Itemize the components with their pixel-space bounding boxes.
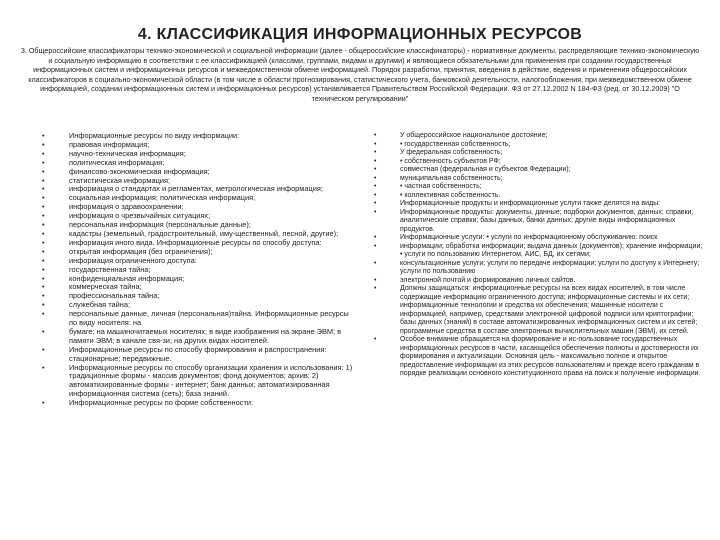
list-item-text: информация о здравоохранении; bbox=[69, 202, 184, 212]
bullet-icon: • bbox=[374, 174, 377, 182]
list-item-text: правовая информация; bbox=[69, 139, 150, 149]
list-item bbox=[374, 141, 704, 150]
bullet-icon: • bbox=[374, 183, 377, 190]
list-item-text: государственная тайна; bbox=[69, 264, 151, 274]
list-item-text: информации; обработка информации; выдача данных (документов); хранение информации; • услуги по пользованию Интернетом, АИС, БД, их сетями; bbox=[400, 242, 703, 258]
list-item bbox=[374, 243, 704, 260]
list-item bbox=[374, 285, 704, 336]
bullet-icon: • bbox=[42, 202, 45, 212]
intro-paragraph: 3. Общероссийские классификаторы технико-экономической и социальной информации (далее - общероссийские классификаторы) - нормативные документы, распределяющие технико-экономическую и социальную информацию в соответствии с ее классификацией (классами, группами, видами и другими) и являющиеся обязательными для применения при создании государственных информационных систем и информационных ресурсов и межведомственном обмене информацией. Порядок разработки, принятия, введения в действие, ведения и применения общероссийских классификаторов в социально-экономической области (в том числе в области прогнозирования, статистического учета, банковской деятельности, налогообложения, при межведомственном обмене информацией, создании информационных систем и информационных ресурсов) устанавливается Правительством Российской Федерации. ФЗ от 27.12.2002 N 184-ФЗ (ред. от 30.12.2009) "О техническом регулировании" bbox=[20, 46, 700, 103]
list-item-text: научно-техническая информация; bbox=[69, 148, 186, 158]
list-item bbox=[42, 364, 354, 400]
bullet-icon: • bbox=[42, 326, 45, 336]
bullet-icon: • bbox=[374, 285, 377, 292]
page-title: 4. КЛАССИФИКАЦИЯ ИНФОРМАЦИОННЫХ РЕСУРСОВ bbox=[137, 26, 583, 43]
bullet-icon: • bbox=[42, 148, 45, 158]
list-item-text: коммерческая тайна; bbox=[69, 282, 142, 292]
list-item-text: Информационные ресурсы по виду информации: bbox=[69, 131, 240, 140]
list-item-text: конфиденциальная информация; bbox=[69, 273, 185, 283]
list-item bbox=[374, 200, 704, 209]
list-item-text: информация о чрезвычайных ситуациях; bbox=[69, 211, 211, 221]
bullet-icon: • bbox=[42, 220, 45, 230]
list-item bbox=[374, 183, 704, 192]
bullet-icon: • bbox=[42, 282, 45, 292]
list-item-text: политическая информация; bbox=[69, 157, 165, 167]
bullet-icon: • bbox=[374, 149, 377, 156]
list-item bbox=[374, 260, 704, 277]
bullet-icon: • bbox=[42, 362, 45, 372]
bullet-icon: • bbox=[374, 200, 377, 207]
list-item bbox=[374, 132, 704, 141]
list-item-text: персональная информация (персональные данные); bbox=[69, 220, 251, 230]
bullet-icon: • bbox=[42, 228, 45, 238]
right-column-list bbox=[374, 132, 704, 379]
bullet-icon: • bbox=[42, 157, 45, 167]
list-item-text: персональные данные, личная (персональная)тайна. Информационные ресурсы по виду носителя: на bbox=[69, 309, 349, 328]
list-item-text: Особое внимание обращается на формирование и ис-пользование государственных информационных ресурсов в части, касающейся обеспечения полноты и достоверности их формирования и актуализации. Основная цель - максимально полное и открытое предоставление информации из этих ресурсов пользователям и прежде всего гражданам в порядке реализации основного конституционного права на поиск и получение информации. bbox=[400, 336, 701, 377]
bullet-icon: • bbox=[42, 166, 45, 176]
list-item-text: бумаге; на машиночитаемых носителях; в виде изображения на экране ЭВМ; в памяти ЭВМ; в канале свя-зи; на других видах носителей. bbox=[69, 326, 342, 345]
list-item-text: У федеральная собственность; bbox=[400, 149, 503, 156]
list-item-text: • коллективная собственность. bbox=[400, 191, 501, 199]
list-item-text: совместная (федеральная и субъектов Федерации); bbox=[400, 166, 571, 173]
bullet-icon: • bbox=[42, 291, 45, 301]
list-item-text: информация ограниченного доступа: bbox=[69, 255, 197, 265]
left-column-list bbox=[42, 132, 354, 408]
list-item-text: информация иного вида. Информационные ресурсы по способу доступа: bbox=[69, 237, 322, 247]
list-item bbox=[42, 328, 354, 346]
list-item-text: служебная тайна; bbox=[69, 300, 131, 310]
bullet-icon: • bbox=[42, 131, 45, 140]
bullet-icon: • bbox=[374, 234, 377, 241]
list-item-text: У общероссийское национальное достояние; bbox=[400, 132, 548, 139]
list-item-text: Должны защищаться: информационные ресурсы на всех видах носителей, в том числе содержащие информацию ограниченного доступа; информационные системы и их сети; информационные технологии и средства их обеспечения; машинные носители с информацией, например, средствами электронной цифровой подписи или криптографии; базы данных (знаний) в составе автоматизированных информационных систем и их сетей; программные средства в составе электронных вычислительных машин (ЭВМ), их сетей. bbox=[400, 285, 698, 335]
list-item bbox=[42, 346, 354, 364]
list-item-text: • частная собственность; bbox=[400, 183, 482, 190]
bullet-icon: • bbox=[42, 255, 45, 265]
bullet-icon: • bbox=[42, 184, 45, 194]
bullet-icon: • bbox=[42, 300, 45, 310]
bullet-icon: • bbox=[42, 175, 45, 185]
list-item-text: социальная информация; политическая информация; bbox=[69, 193, 256, 203]
list-item-text: информация о стандартах и регламентах, метрологическая информация; bbox=[69, 184, 323, 194]
list-item-text: муниципальная собственность; bbox=[400, 174, 503, 182]
bullet-icon: • bbox=[374, 336, 377, 343]
bullet-icon: • bbox=[374, 276, 377, 284]
bullet-icon: • bbox=[42, 139, 45, 149]
list-item bbox=[374, 192, 704, 201]
list-item bbox=[374, 175, 704, 184]
list-item-text: электронной почтой и формированию личных сайтов. bbox=[400, 276, 576, 284]
bullet-icon: • bbox=[374, 166, 377, 173]
list-item-text: финансово-экономическая информация; bbox=[69, 166, 210, 176]
bullet-icon: • bbox=[42, 193, 45, 203]
bullet-icon: • bbox=[42, 264, 45, 274]
list-item bbox=[374, 149, 704, 158]
list-item bbox=[374, 336, 704, 379]
list-item-text: профессиональная тайна; bbox=[69, 291, 160, 301]
bullet-icon: • bbox=[374, 132, 377, 139]
list-item bbox=[374, 166, 704, 175]
list-item-text: открытая информация (без ограничения); bbox=[69, 246, 213, 256]
bullet-icon: • bbox=[42, 246, 45, 256]
bullet-icon: • bbox=[42, 237, 45, 247]
list-item-text: Информационные ресурсы по способу организации хранения и использования: 1) традиционные формы - массив документов; фонд документов; архив; 2) автоматизированные формы - интернет; банк данных; автоматизированная информационная система (сеть); база знаний. bbox=[69, 362, 353, 399]
bullet-icon: • bbox=[374, 157, 377, 165]
list-item-text: Информационные ресурсы по форме собственности: bbox=[69, 398, 254, 408]
list-item bbox=[42, 399, 354, 408]
bullet-icon: • bbox=[42, 273, 45, 283]
list-item-text: кадастры (земельный, градостроительный, иму-щественный, лесной, другие); bbox=[69, 228, 339, 238]
bullet-icon: • bbox=[374, 191, 377, 199]
bullet-icon: • bbox=[374, 259, 377, 267]
list-item bbox=[374, 234, 704, 243]
bullet-icon: • bbox=[42, 309, 45, 319]
bullet-icon: • bbox=[42, 344, 45, 354]
list-item-text: статистическая информация; bbox=[69, 175, 171, 185]
list-item-text: • государственная собственность; bbox=[400, 140, 511, 148]
list-item-text: • собственность субъектов РФ; bbox=[400, 157, 501, 165]
list-item bbox=[42, 310, 354, 328]
list-item-text: Информационные продукты: документы, данные; подборки документов, данных; справки, аналитические справки; базы данных, банки данных; другие виды информационных продуктов. bbox=[400, 208, 694, 233]
list-item-text: Информационные ресурсы по способу формирования и распространения: стационарные; передвижные. bbox=[69, 344, 327, 363]
list-item-text: Информационные услуги: • услуги по информационному обслуживанию: поиск bbox=[400, 234, 658, 241]
bullet-icon: • bbox=[42, 398, 45, 408]
list-item bbox=[374, 158, 704, 167]
list-item bbox=[374, 209, 704, 235]
list-item-text: консультационные услуги; услуги по передаче информации; услуги по доступу к Интернету; услуги по пользованию bbox=[400, 259, 700, 275]
bullet-icon: • bbox=[374, 208, 377, 216]
bullet-icon: • bbox=[374, 140, 377, 148]
bullet-icon: • bbox=[42, 211, 45, 221]
bullet-icon: • bbox=[374, 242, 377, 250]
list-item bbox=[374, 277, 704, 286]
list-item-text: Информационные продукты и информационные услуги также делятся на виды: bbox=[400, 200, 661, 207]
